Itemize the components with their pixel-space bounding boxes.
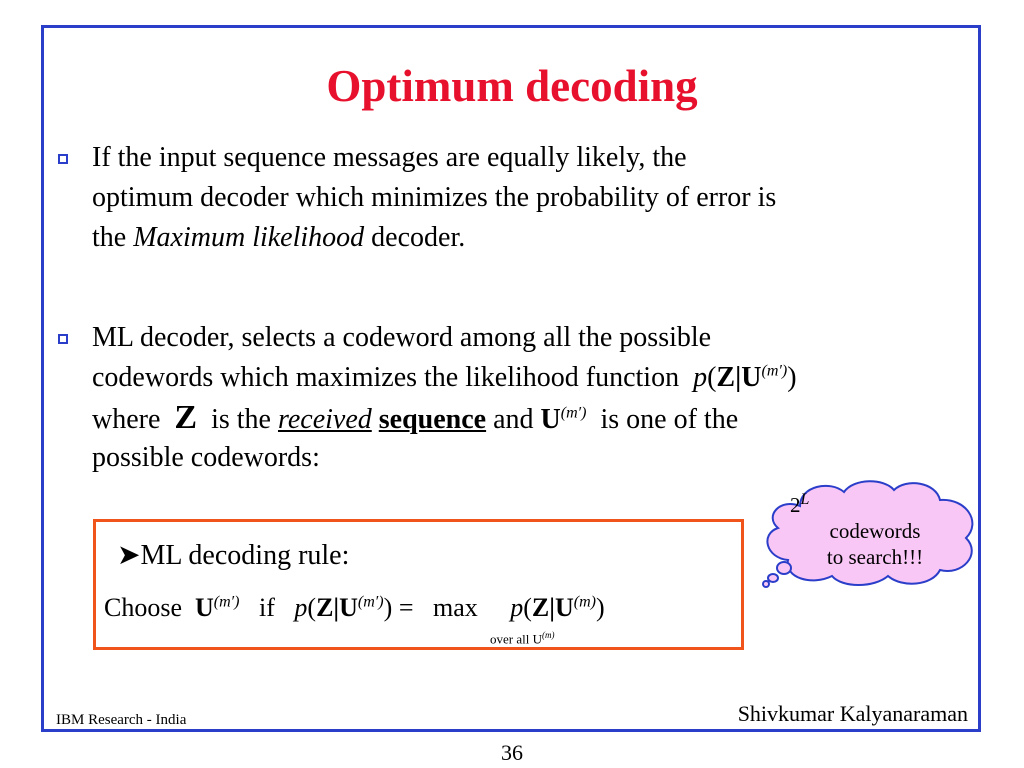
- bullet-2-line-3: [92, 398, 962, 438]
- max-subscript: over all $U^{(m)}$: [490, 630, 555, 647]
- bullet-2-line-2-text: codewords which maximizes the likelihood function: [92, 362, 680, 393]
- callout-line-1: codewords: [829, 519, 921, 543]
- slide-title: Optimum decoding: [326, 61, 698, 111]
- bullet-1-line-3: [92, 218, 962, 258]
- and-word: and: [493, 404, 534, 435]
- maximum-likelihood-term: Maximum likelihood: [133, 222, 365, 253]
- bullet-2-line-4: possible codewords:: [92, 442, 320, 473]
- bullet-2-text: [92, 318, 962, 478]
- bullet-1-line-3-prefix: the: [92, 222, 134, 253]
- square-bullet-icon: [58, 334, 68, 344]
- square-bullet-icon: [58, 154, 68, 164]
- sequence-word: sequence: [378, 404, 487, 435]
- callout-line-2: to search!!!: [826, 545, 924, 569]
- bullet-2-line-3-tail: is one of the: [600, 404, 739, 435]
- bullet-2-line-2: [92, 358, 962, 398]
- page-number: 36: [501, 740, 523, 765]
- is-the-word: is the: [211, 404, 271, 435]
- bullet-1-line-1: If the input sequence messages are equally likely, the: [92, 142, 687, 173]
- received-word: received: [277, 404, 372, 435]
- bullet-1-line-2: optimum decoder which minimizes the probability of error is: [92, 182, 777, 213]
- footer-affiliation: IBM Research - India: [56, 712, 187, 728]
- bullet-2-line-1: ML decoder, selects a codeword among all the possible: [92, 322, 712, 353]
- likelihood-function-formula: $p(Z|U^{(m')})$: [693, 362, 797, 393]
- bullet-1-line-3-suffix: decoder.: [364, 222, 466, 253]
- where-word: where: [92, 404, 161, 435]
- codeword-symbol: $U^{(m')}$: [540, 404, 587, 435]
- footer-author: Shivkumar Kalyanaraman: [737, 701, 968, 726]
- rule-header: ➤ML decoding rule:: [117, 540, 350, 571]
- received-sequence-symbol: Z: [174, 399, 198, 436]
- callout-2-to-L: $2^L$: [790, 491, 810, 517]
- callout-text: [790, 492, 960, 570]
- arrow-bullet-icon: ➤: [117, 540, 141, 571]
- ml-decoding-rule-formula: Choose $U^{(m')}$ if $p(Z|U^{(m')}) = \max$ $p(Z|U^{(m)})$: [104, 593, 605, 622]
- bullet-1-text: [92, 138, 962, 258]
